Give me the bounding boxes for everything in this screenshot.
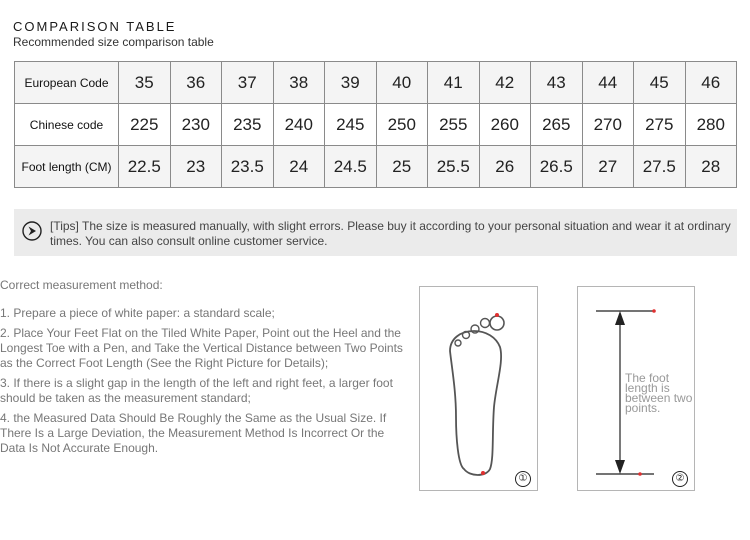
figure-number-1: ①: [515, 471, 531, 487]
table-cell: 37: [222, 62, 274, 104]
chevron-right-circle-icon: [22, 221, 42, 241]
table-cell: 24: [273, 146, 325, 188]
tips-banner: [14, 209, 737, 256]
table-cell: 45: [634, 62, 686, 104]
foot-outline-icon: [420, 287, 539, 492]
table-cell: 39: [325, 62, 377, 104]
size-comparison-table: [14, 61, 737, 188]
table-row: [15, 104, 737, 146]
figure-number-2: ②: [672, 471, 688, 487]
table-cell: 270: [582, 104, 634, 146]
method-title: Correct measurement method:: [0, 278, 163, 292]
table-cell: 28: [685, 146, 737, 188]
heel-marker-icon: [481, 471, 485, 475]
page-title: COMPARISON TABLE: [13, 19, 177, 34]
table-cell: 225: [119, 104, 171, 146]
method-step: 3. If there is a slight gap in the length of the left and right feet, a larger foot should be taken as the measurement standard;: [0, 376, 393, 405]
foot-outline-figure: [419, 286, 538, 491]
table-cell: 43: [531, 62, 583, 104]
table-cell: 23.5: [222, 146, 274, 188]
table-cell: 23: [170, 146, 222, 188]
table-cell: 26.5: [531, 146, 583, 188]
table-cell: 235: [222, 104, 274, 146]
table-cell: 280: [685, 104, 737, 146]
table-cell: 245: [325, 104, 377, 146]
table-cell: 260: [479, 104, 531, 146]
table-cell: 35: [119, 62, 171, 104]
table-cell: 27: [582, 146, 634, 188]
table-cell: 230: [170, 104, 222, 146]
table-cell: 265: [531, 104, 583, 146]
table-cell: 26: [479, 146, 531, 188]
foot-length-note: The foot length is between two points.: [625, 371, 693, 415]
row-header: Chinese code: [15, 104, 119, 146]
toe-marker-icon: [495, 313, 499, 317]
table-cell: 40: [376, 62, 428, 104]
table-cell: 25.5: [428, 146, 480, 188]
table-cell: 250: [376, 104, 428, 146]
foot-length-figure: [577, 286, 695, 491]
table-cell: 36: [170, 62, 222, 104]
method-step: 4. the Measured Data Should Be Roughly the Same as the Usual Size. If There Is a Large Deviation, the Measurement Method Is Incorrect Or the Data Is Not Accurate Enough.: [0, 411, 387, 455]
method-step: 1. Prepare a piece of white paper: a standard scale;: [0, 306, 275, 320]
table-cell: 44: [582, 62, 634, 104]
table-cell: 22.5: [119, 146, 171, 188]
table-cell: 240: [273, 104, 325, 146]
method-steps: [0, 306, 408, 461]
table-cell: 255: [428, 104, 480, 146]
table-row: [15, 146, 737, 188]
table-cell: 27.5: [634, 146, 686, 188]
table-row: [15, 62, 737, 104]
table-cell: 24.5: [325, 146, 377, 188]
table-cell: 41: [428, 62, 480, 104]
method-step: 2. Place Your Feet Flat on the Tiled White Paper, Point out the Heel and the Longest Toe with a Pen, and Take the Vertical Distance between Two Points as the Correct Foot Length (See the Right Picture for Details);: [0, 326, 403, 370]
table-cell: 25: [376, 146, 428, 188]
table-cell: 275: [634, 104, 686, 146]
table-cell: 38: [273, 62, 325, 104]
tips-text: [Tips] The size is measured manually, with slight errors. Please buy it according to your personal situation and wear it at ordinary times. You can also consult online customer service.: [50, 219, 731, 248]
page-subtitle: Recommended size comparison table: [13, 35, 214, 49]
table-cell: 42: [479, 62, 531, 104]
row-header: European Code: [15, 62, 119, 104]
row-header: Foot length (CM): [15, 146, 119, 188]
table-cell: 46: [685, 62, 737, 104]
